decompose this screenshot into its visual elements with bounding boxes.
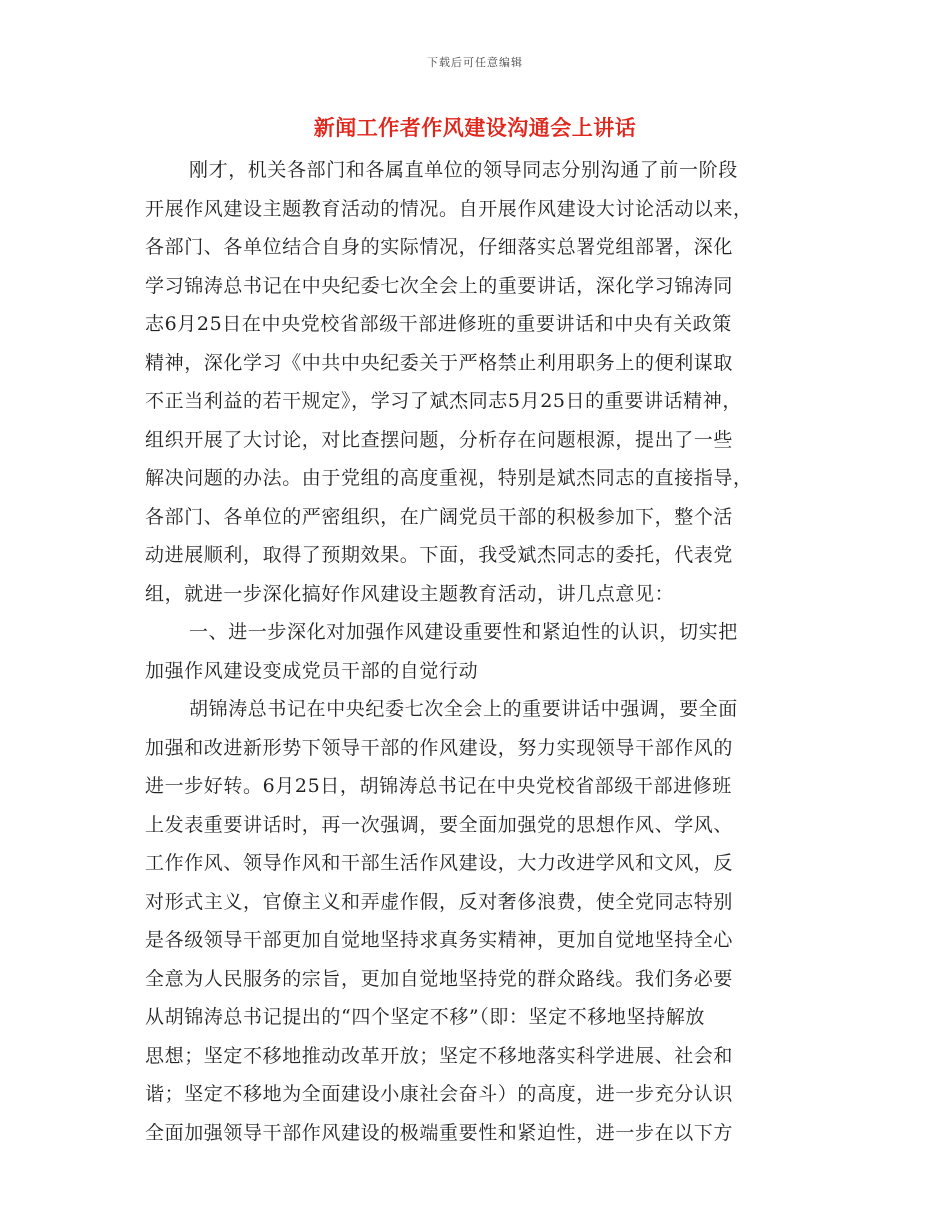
paragraph-line: 对形式主义，官僚主义和弄虚作假，反对奢侈浪费，使全党同志特别 [145,890,734,913]
paragraph-line: 全面加强领导干部作风建设的极端重要性和紧迫性，进一步在以下方 [145,1121,734,1144]
paragraph-line: 是各级领导干部更加自觉地坚持求真务实精神，更加自觉地坚持全心 [145,929,734,951]
section-heading-line: 加强作风建设变成党员干部的自觉行动 [145,659,479,682]
paragraph-line: 志6月25日在中央党校省部级干部进修班的重要讲话和中央有关政策 [145,313,732,335]
document-body [145,151,825,1152]
paragraph-line: 精神，深化学习《中共中央纪委关于严格禁止利用职务上的便利谋取 [145,351,734,374]
paragraph-line: 胡锦涛总书记在中央纪委七次全会上的重要讲话中强调，要全面 [189,698,738,720]
header-note: 下载后可任意编辑 [427,56,523,69]
paragraph-line: 从胡锦涛总书记提出的“四个坚定不移”（即：坚定不移地坚持解放 [145,1006,705,1028]
paragraph-line: 思想；坚定不移地推动改革开放；坚定不移地落实科学进展、社会和 [145,1044,734,1067]
paragraph-line: 组，就进一步深化搞好作风建设主题教育活动，讲几点意见： [145,582,675,605]
paragraph-line: 各部门、各单位的严密组织，在广阔党员干部的积极参加下，整个活 [145,505,734,528]
paragraph-line: 各部门、各单位结合自身的实际情况，仔细落实总署党组部署，深化 [145,236,734,258]
paragraph-line: 解决问题的办法。由于党组的高度重视，特别是斌杰同志的直接指导， [145,467,753,489]
document-title: 新闻工作者作风建设沟通会上讲话 [313,115,637,140]
paragraph-line: 进一步好转。6月25日，胡锦涛总书记在中央党校省部级干部进修班 [145,775,732,797]
paragraph-line: 加强和改进新形势下领导干部的作风建设，努力实现领导干部作风的 [145,736,734,759]
paragraph-line: 开展作风建设主题教育活动的情况。自开展作风建设大讨论活动以来， [145,197,753,220]
paragraph-line: 动进展顺利，取得了预期效果。下面，我受斌杰同志的委托，代表党 [145,544,734,566]
paragraph-line: 全意为人民服务的宗旨，更加自觉地坚持党的群众路线。我们务必要 [145,967,734,990]
paragraph-line: 组织开展了大讨论，对比查摆问题，分析存在问题根源，提出了一些 [145,428,734,451]
paragraph-line: 不正当利益的若干规定》，学习了斌杰同志5月25日的重要讲话精神， [145,390,742,412]
paragraph-line: 上发表重要讲话时，再一次强调，要全面加强党的思想作风、学风、 [145,813,734,836]
section-heading-line: 一、进一步深化对加强作风建设重要性和紧迫性的认识，切实把 [189,621,738,643]
paragraph-line: 谐；坚定不移地为全面建设小康社会奋斗）的高度，进一步充分认识 [145,1083,734,1105]
paragraph-line: 工作作风、领导作风和干部生活作风建设，大力改进学风和文风，反 [145,852,734,874]
paragraph-line: 刚才，机关各部门和各属直单位的领导同志分别沟通了前一阶段 [189,159,738,181]
paragraph-line: 学习锦涛总书记在中央纪委七次全会上的重要讲话，深化学习锦涛同 [145,274,734,297]
